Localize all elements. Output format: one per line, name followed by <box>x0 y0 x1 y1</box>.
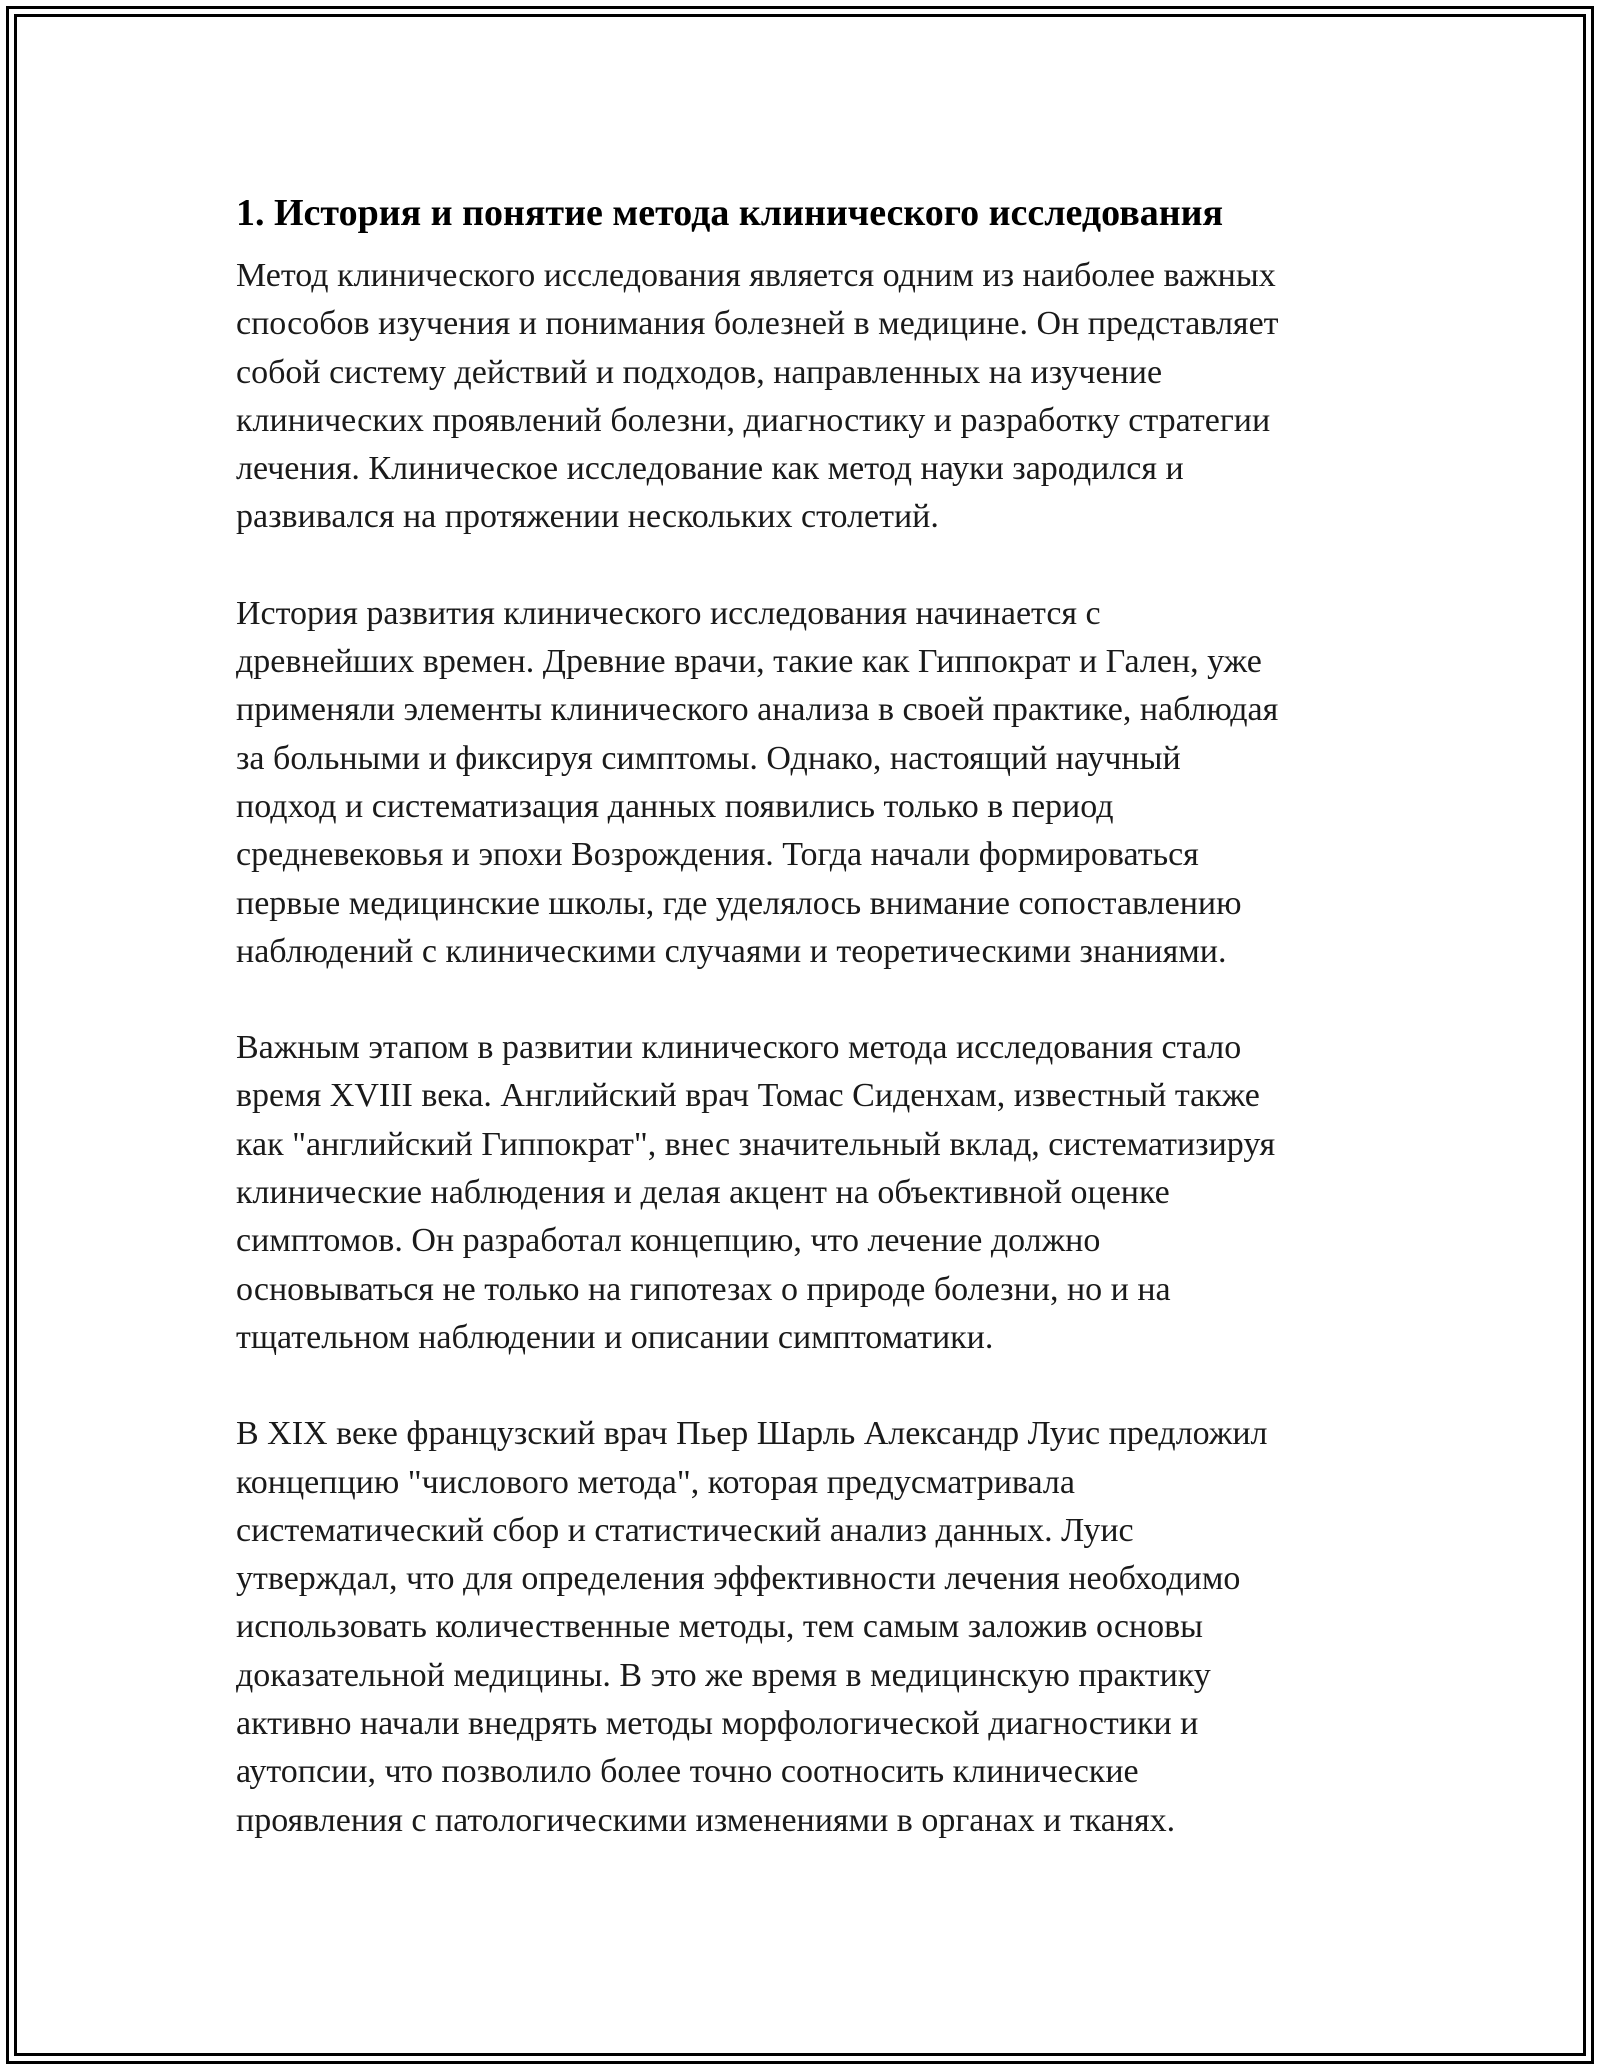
paragraph-line: древнейших времен. Древние врачи, такие как Гиппократ и Гален, уже <box>236 643 1262 681</box>
paragraph-line: В XIX веке французский врач Пьер Шарль Александр Луис предложил <box>236 1415 1268 1453</box>
paragraph-line: использовать количественные методы, тем самым заложив основы <box>236 1608 1204 1646</box>
paragraph-line: Метод клинического исследования является одним из наиболее важных <box>236 257 1276 294</box>
paragraph-line: за больными и фиксируя симптомы. Однако, настоящий научный <box>236 739 1181 777</box>
paragraph-line: клинических проявлений болезни, диагностику и разработку стратегии <box>236 401 1271 439</box>
paragraph-line: доказательной медицины. В это же время в медицинскую практику <box>236 1656 1211 1694</box>
paragraph-line: клинические наблюдения и делая акцент на объективной оценке <box>236 1174 1170 1212</box>
section-heading: 1. История и понятие метода клинического исследования <box>236 192 1224 234</box>
paragraph-line: тщательном наблюдении и описании симптоматики. <box>236 1318 994 1356</box>
paragraph-line: применяли элементы клинического анализа в своей практике, наблюдая <box>236 691 1279 729</box>
paragraph-line: симптомов. Он разработал концепцию, что лечение должно <box>236 1222 1101 1260</box>
paragraph-line: лечения. Клиническое исследование как метод науки зародился и <box>236 450 1184 488</box>
paragraph-line: систематический сбор и статистический анализ данных. Луис <box>236 1511 1134 1549</box>
paragraph-line: проявления с патологическими изменениями в органах и тканях. <box>236 1801 1176 1839</box>
paragraph-2 <box>236 590 1376 976</box>
paragraph-1 <box>236 252 1376 542</box>
paragraph-line: основываться не только на гипотезах о природе болезни, но и на <box>236 1270 1171 1308</box>
paragraph-line: наблюдений с клиническими случаями и теоретическими знаниями. <box>236 932 1227 970</box>
paragraph-line: аутопсии, что позволило более точно соотносить клинические <box>236 1753 1139 1791</box>
paragraph-line: собой систему действий и подходов, направленных на изучение <box>236 353 1163 391</box>
paragraph-4 <box>236 1410 1376 1845</box>
document-body <box>236 186 1376 1893</box>
paragraph-line: подход и систематизация данных появились только в период <box>236 787 1114 825</box>
paragraph-line: утверждал, что для определения эффективности лечения необходимо <box>236 1560 1241 1598</box>
paragraph-line: время XVIII века. Английский врач Томас Сиденхам, известный также <box>236 1077 1260 1115</box>
paragraph-line: активно начали внедрять методы морфологической диагностики и <box>236 1705 1199 1743</box>
paragraph-3 <box>236 1024 1376 1362</box>
paragraph-line: средневековья и эпохи Возрождения. Тогда начали формироваться <box>236 836 1199 874</box>
paragraph-line: концепцию "числового метода", которая предусматривала <box>236 1463 1075 1501</box>
paragraph-line: способов изучения и понимания болезней в медицине. Он представляет <box>236 305 1279 343</box>
paragraph-line: развивался на протяжении нескольких столетий. <box>236 498 939 536</box>
paragraph-line: как "английский Гиппократ", внес значительный вклад, систематизируя <box>236 1125 1276 1163</box>
paragraph-line: первые медицинские школы, где уделялось внимание сопоставлению <box>236 884 1242 922</box>
paragraph-line: Важным этапом в развитии клинического метода исследования стало <box>236 1029 1242 1067</box>
paragraph-line: История развития клинического исследования начинается с <box>236 594 1101 632</box>
